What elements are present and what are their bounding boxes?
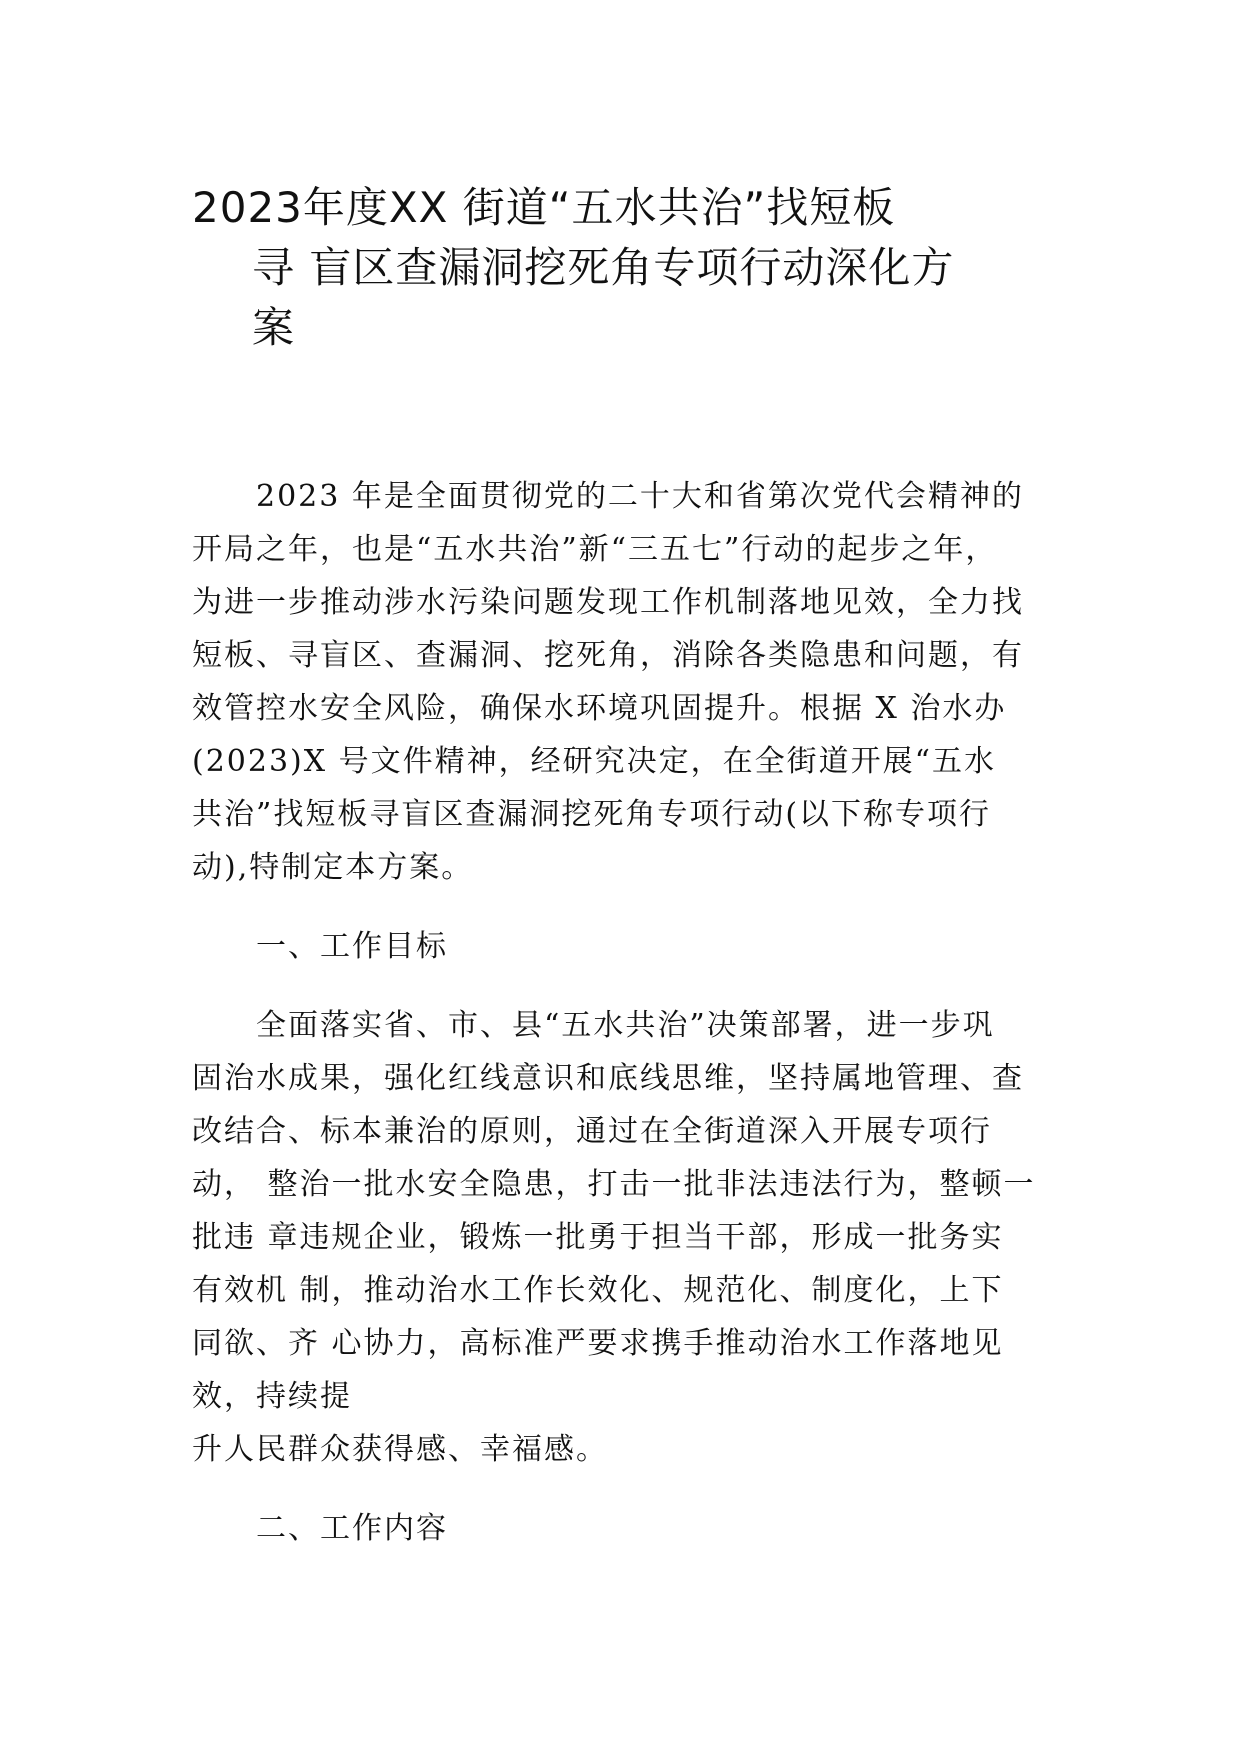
- spacer: [192, 1476, 1072, 1502]
- paragraph-line: 有效机 制，推动治水工作长效化、规范化、制度化，上下: [192, 1273, 1004, 1308]
- title-line-3: 案: [252, 303, 296, 352]
- paragraph-line: 共治”找短板寻盲区查漏洞挖死角专项行动(以下称专项行: [192, 797, 992, 832]
- paragraph-line: 动),特制定本方案。: [192, 850, 474, 885]
- paragraph-line: 动， 整治一批水安全隐患，打击一批非法违法行为，整顿一: [192, 1167, 1036, 1202]
- paragraph-line: 同欲、齐 心协力，高标准严要求携手推动治水工作落地见: [192, 1326, 1004, 1361]
- paragraph-line: 效管控水安全风险，确保水环境巩固提升。根据 X 治水办: [192, 691, 1007, 726]
- paragraph-line: 改结合、标本兼治的原则，通过在全街道深入开展专项行: [192, 1114, 992, 1149]
- document-title: [192, 178, 1072, 358]
- paragraph-line: 2023 年是全面贯彻党的二十大和省第次党代会精神的: [256, 479, 1024, 514]
- title-line-1: 2023年度XX 街道“五水共治”找短板: [192, 183, 896, 232]
- goals-paragraph: [192, 999, 1072, 1476]
- paragraph-line: 为进一步推动涉水污染问题发现工作机制落地见效，全力找: [192, 585, 1024, 620]
- document-body: [192, 470, 1072, 1555]
- paragraph-line: 效，持续提: [192, 1379, 352, 1414]
- paragraph-line: 短板、寻盲区、查漏洞、挖死角，消除各类隐患和问题，有: [192, 638, 1024, 673]
- title-line-2: 寻 盲区查漏洞挖死角专项行动深化方: [252, 243, 955, 292]
- paragraph-line: 升人民群众获得感、幸福感。: [192, 1432, 608, 1467]
- paragraph-line: (2023)X 号文件精神，经研究决定，在全街道开展“五水: [192, 744, 996, 779]
- spacer: [192, 894, 1072, 920]
- intro-paragraph: [192, 470, 1072, 894]
- paragraph-line: 全面落实省、市、县“五水共治”决策部署，进一步巩: [256, 1008, 995, 1043]
- spacer: [192, 973, 1072, 999]
- section-heading-content: 二、工作内容: [256, 1511, 448, 1546]
- paragraph-line: 固治水成果，强化红线意识和底线思维，坚持属地管理、查: [192, 1061, 1024, 1096]
- paragraph-line: 开局之年，也是“五水共治”新“三五七”行动的起步之年，: [192, 532, 998, 567]
- section-heading-goals: 一、工作目标: [256, 929, 448, 964]
- paragraph-line: 批违 章违规企业，锻炼一批勇于担当干部，形成一批务实: [192, 1220, 1004, 1255]
